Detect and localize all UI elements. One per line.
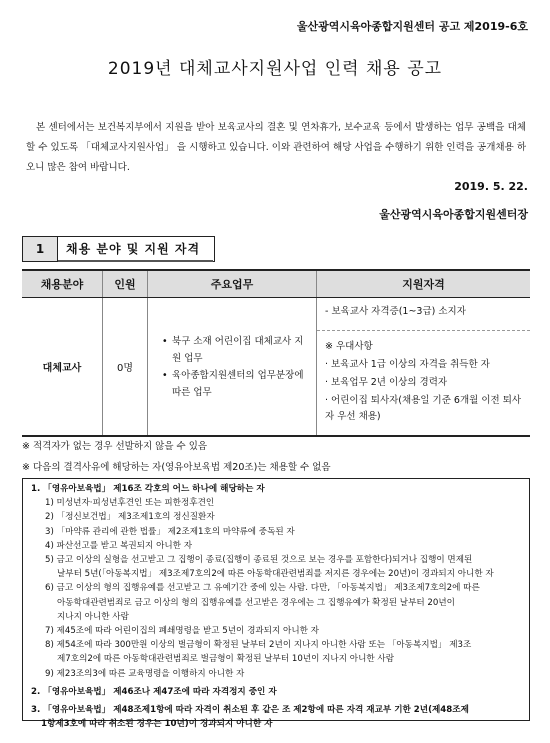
table-row [22, 298, 530, 437]
reason-sub-continuation: 제7호의2에 따른 아동학대관련범죄로 벌금형이 확정된 날부터 10년이 지나지 아니한 사람 [57, 654, 395, 665]
count-cell: 0명 [103, 298, 148, 437]
reason-sub-continuation: 지나지 아니한 사람 [57, 611, 129, 622]
duty-item: • 북구 소재 어린이집 대체교사 지원 업무 [164, 333, 310, 367]
preference-title: ※ 우대사항 [325, 341, 373, 352]
preferences-block [317, 331, 530, 435]
header-duties: 주요업무 [148, 270, 317, 298]
header-count: 인원 [103, 270, 148, 298]
page-title: 2019년 대체교사지원사업 인력 채용 공고 [107, 59, 443, 79]
preference-item: · 보육교사 1급 이상의 자격을 취득한 자 [325, 359, 490, 370]
recruitment-table [22, 269, 530, 437]
reason-sub-item: 7) 제45조에 따라 어린이집의 폐쇄명령을 받고 5년이 경과되지 아니한 자 [45, 626, 319, 637]
reason-sub-item: 1) 미성년자·피성년후견인 또는 피한정후견인 [45, 498, 215, 509]
table-header-row [22, 270, 530, 298]
reason-sub-continuation: 날부터 5년(「아동복지법」 제3조제7호의2에 따른 아동학대관련범죄를 저지른 경우에는 20년)이 경과되지 아니한 자 [57, 569, 494, 580]
duties-cell [148, 298, 317, 437]
field-cell: 대체교사 [22, 298, 103, 437]
section-shadow [58, 260, 213, 262]
reason-sub-item: 3) 「마약류 관리에 관한 법률」 제2조제1호의 마약류에 중독된 자 [45, 526, 295, 537]
qualification-main: - 보육교사 자격증(1~3급) 소지자 [317, 298, 530, 331]
reason-sub-continuation: 아동학대관련범죄로 금고 이상의 형의 집행유예를 선고받은 경우에는 그 집행유예가 확정된 날부터 20년이 [57, 597, 455, 608]
reason-sub-item: 5) 금고 이상의 실형을 선고받고 그 집행이 종료(집행이 종료된 것으로 보는 경우를 포함한다)되거나 집행이 면제된 [45, 555, 473, 566]
reason-item-3: 3. 「영유아보육법」 제48조제1항에 따라 자격이 취소된 후 같은 조 제2항에 따른 자격 재교부 기한 2년(제48조제 [31, 705, 469, 716]
section-title: 채용 분야 및 지원 자격 [66, 242, 201, 256]
section-number: 1 [23, 237, 58, 261]
intro-paragraph: 본 센터에서는 보건복지부에서 지원을 받아 보육교사의 결혼 및 연차휴가, 보수교육 등에서 발생하는 업무 공백을 대체할 수 있도록 「대체교사지원사업」 을 시행하고 있습니다. 이와 관련하여 해당 사업을 수행하기 위한 인력을 공개채용 하오니 많은 참여 바랍니다. [26, 122, 526, 173]
reason-item-2: 2. 「영유아보육법」 제46조나 제47조에 따라 자격정지 중인 자 [31, 686, 277, 697]
notice-date: 2019. 5. 22. [454, 180, 528, 193]
reason-sub-item: 2) 「정신보건법」 제3조제1호의 정신질환자 [45, 512, 215, 523]
reason-sub-item: 9) 제23조의3에 따른 교육명령을 이행하지 아니한 자 [45, 668, 245, 679]
duty-item: • 육아종합지원센터의 업무분장에 따른 업무 [164, 367, 310, 401]
section-header [22, 236, 215, 262]
notice-number: 울산광역시육아종합지원센터 공고 제2019-6호 [296, 20, 528, 33]
reason-sub-item: 6) 금고 이상의 형의 집행유예를 선고받고 그 유예기간 중에 있는 사람. 다만, 「아동복지법」 제3조제7호의2에 따른 [45, 583, 480, 594]
qualifications-cell [317, 298, 531, 437]
reason-item-1: 1. 「영유아보육법」 제16조 각호의 어느 하나에 해당하는 자 [31, 484, 265, 494]
organization-signature: 울산광역시육아종합지원센터장 [379, 208, 528, 221]
disqualification-box [22, 478, 530, 730]
reason-item-3-continuation: 1항제3호에 따라 취소된 경우는 10년)이 경과되지 아니한 자 [41, 719, 273, 730]
preference-item: · 어린이집 퇴사자(채용일 기준 6개월 이전 퇴사자 우선 채용) [325, 395, 522, 422]
reason-sub-item: 4) 파산선고를 받고 복권되지 아니한 자 [45, 540, 193, 551]
header-field: 채용분야 [22, 270, 103, 298]
note-no-selection: ※ 적격자가 없는 경우 선발하지 않을 수 있음 [22, 441, 208, 452]
reason-sub-item: 8) 제54조에 따라 300만원 이상의 벌금형이 확정된 날부터 2년이 지나지 아니한 사람 또는 「아동복지법」 제3조 [45, 640, 472, 651]
header-qualifications: 지원자격 [317, 270, 531, 298]
preference-item: · 보육업무 2년 이상의 경력자 [325, 377, 448, 388]
note-disqualification: ※ 다음의 결격사유에 해당하는 자(영유아보육법 제20조)는 채용할 수 없음 [22, 462, 331, 473]
